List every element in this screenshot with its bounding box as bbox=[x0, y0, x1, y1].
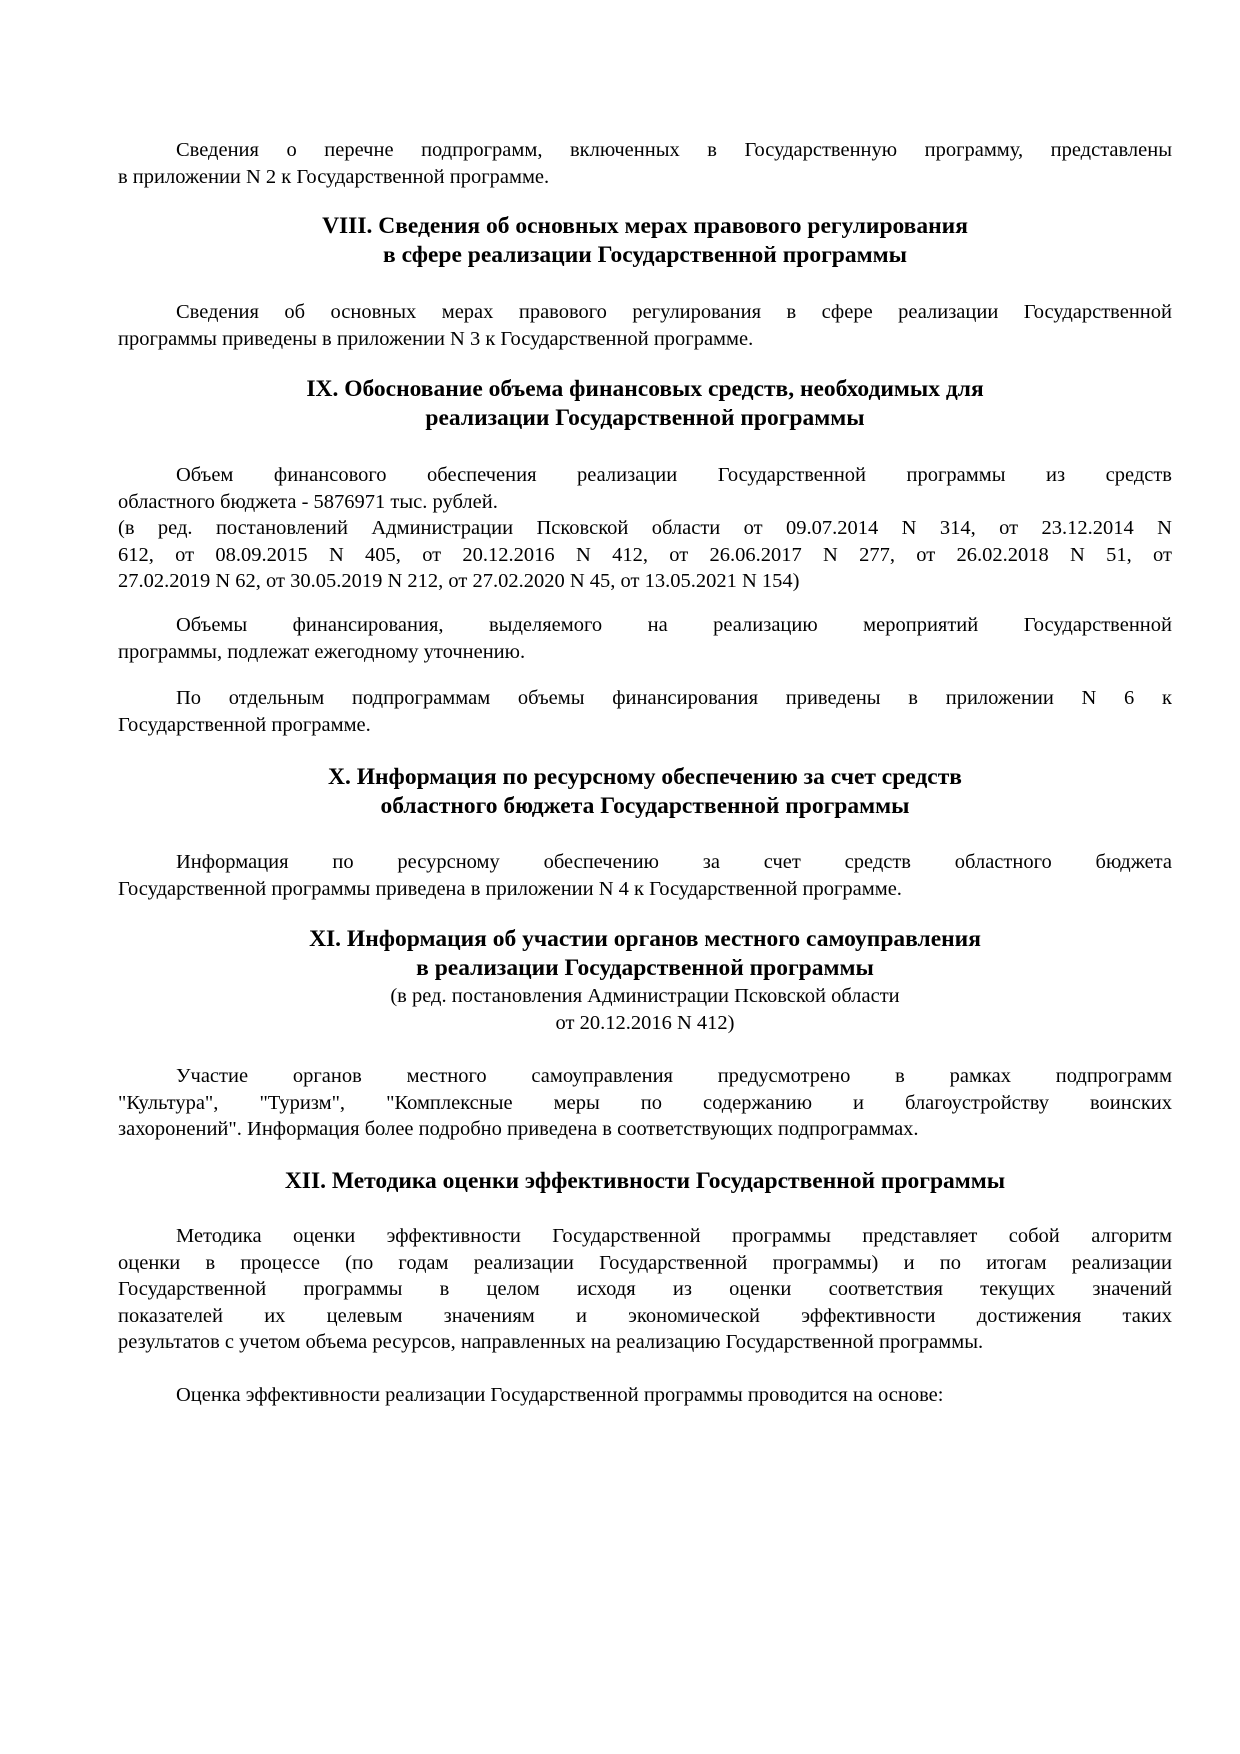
text-line: Государственной программе. bbox=[118, 713, 371, 736]
paragraph-resource-info bbox=[118, 849, 1172, 902]
heading-section-viii bbox=[118, 212, 1172, 270]
heading-section-xii bbox=[118, 1167, 1172, 1196]
heading-line: областного бюджета Государственной программы bbox=[380, 793, 910, 819]
text-line: 27.02.2019 N 62, от 30.05.2019 N 212, от 27.02.2020 N 45, от 13.05.2021 N 154) bbox=[118, 570, 800, 592]
text-line: Методика оценки эффективности Государственной программы представляет собой алгоритм bbox=[176, 1225, 1172, 1247]
text-line: Информация по ресурсному обеспечению за счет средств областного бюджета bbox=[176, 851, 1172, 873]
text-line: 612, от 08.09.2015 N 405, от 20.12.2016 N 412, от 26.06.2017 N 277, от 26.02.2018 N 51, от bbox=[118, 543, 1172, 566]
paragraph-funding-volume bbox=[118, 462, 1172, 595]
text-line: результатов с учетом объема ресурсов, направленных на реализацию Государственной программы. bbox=[118, 1331, 984, 1353]
text-line: в приложении N 2 к Государственной программе. bbox=[118, 165, 550, 188]
text-line: "Культура", "Туризм", "Комплексные меры по содержанию и благоустройству воинских bbox=[118, 1091, 1172, 1114]
text-line: захоронений". Информация более подробно приведена в соответствующих подпрограммах. bbox=[118, 1118, 919, 1140]
text-line: оценки в процессе (по годам реализации Государственной программы) и по итогам реализации bbox=[118, 1251, 1172, 1274]
paragraph-legal-regulation bbox=[118, 299, 1172, 352]
text-line: Участие органов местного самоуправления предусмотрено в рамках подпрограмм bbox=[176, 1065, 1172, 1087]
heading-line: IX. Обоснование объема финансовых средств, необходимых для bbox=[306, 376, 984, 402]
amendment-note: (в ред. постановления Администрации Псковской области bbox=[390, 985, 900, 1007]
text-line: Государственной программы в целом исходя из оценки соответствия текущих значений bbox=[118, 1278, 1172, 1300]
heading-line: реализации Государственной программы bbox=[425, 405, 865, 431]
heading-line: в сфере реализации Государственной программы bbox=[383, 242, 907, 268]
text-line: Объемы финансирования, выделяемого на реализацию мероприятий Государственной bbox=[176, 614, 1172, 636]
paragraph-annual-adjustment bbox=[118, 612, 1172, 665]
text-line: Сведения о перечне подпрограмм, включенных в Государственную программу, представлены bbox=[176, 139, 1172, 161]
heading-line: VIII. Сведения об основных мерах правового регулирования bbox=[322, 213, 968, 239]
text-line: По отдельным подпрограммам объемы финансирования приведены в приложении N 6 к bbox=[176, 687, 1172, 709]
text-line: (в ред. постановлений Администрации Псковской области от 09.07.2014 N 314, от 23.12.2014 N bbox=[118, 517, 1172, 539]
paragraph-evaluation-basis bbox=[118, 1382, 1172, 1409]
text-line: программы приведены в приложении N 3 к Государственной программе. bbox=[118, 327, 754, 350]
paragraph-local-government bbox=[118, 1063, 1172, 1143]
text-line: областного бюджета - 5876971 тыс. рублей. bbox=[118, 490, 498, 513]
paragraph-subprogram-funding bbox=[118, 685, 1172, 738]
text-line: программы, подлежат ежегодному уточнению. bbox=[118, 640, 526, 663]
text-line: показателей их целевым значениям и экономической эффективности достижения таких bbox=[118, 1304, 1172, 1327]
heading-section-x bbox=[118, 763, 1172, 821]
heading-section-ix bbox=[118, 375, 1172, 433]
heading-line: XI. Информация об участии органов местного самоуправления bbox=[309, 926, 981, 952]
heading-section-xi bbox=[118, 925, 1172, 1036]
amendment-note: от 20.12.2016 N 412) bbox=[555, 1011, 735, 1034]
paragraph-subprograms bbox=[118, 137, 1172, 190]
text-line: Оценка эффективности реализации Государственной программы проводится на основе: bbox=[176, 1384, 944, 1406]
text-line: Сведения об основных мерах правового регулирования в сфере реализации Государственной bbox=[176, 301, 1172, 323]
heading-line: X. Информация по ресурсному обеспечению за счет средств bbox=[328, 764, 962, 790]
text-line: Государственной программы приведена в приложении N 4 к Государственной программе. bbox=[118, 877, 902, 900]
heading-line: XII. Методика оценки эффективности Государственной программы bbox=[284, 1168, 1006, 1194]
text-line: Объем финансового обеспечения реализации Государственной программы из средств bbox=[176, 464, 1172, 486]
paragraph-methodology bbox=[118, 1223, 1172, 1356]
heading-line: в реализации Государственной программы bbox=[416, 955, 874, 981]
